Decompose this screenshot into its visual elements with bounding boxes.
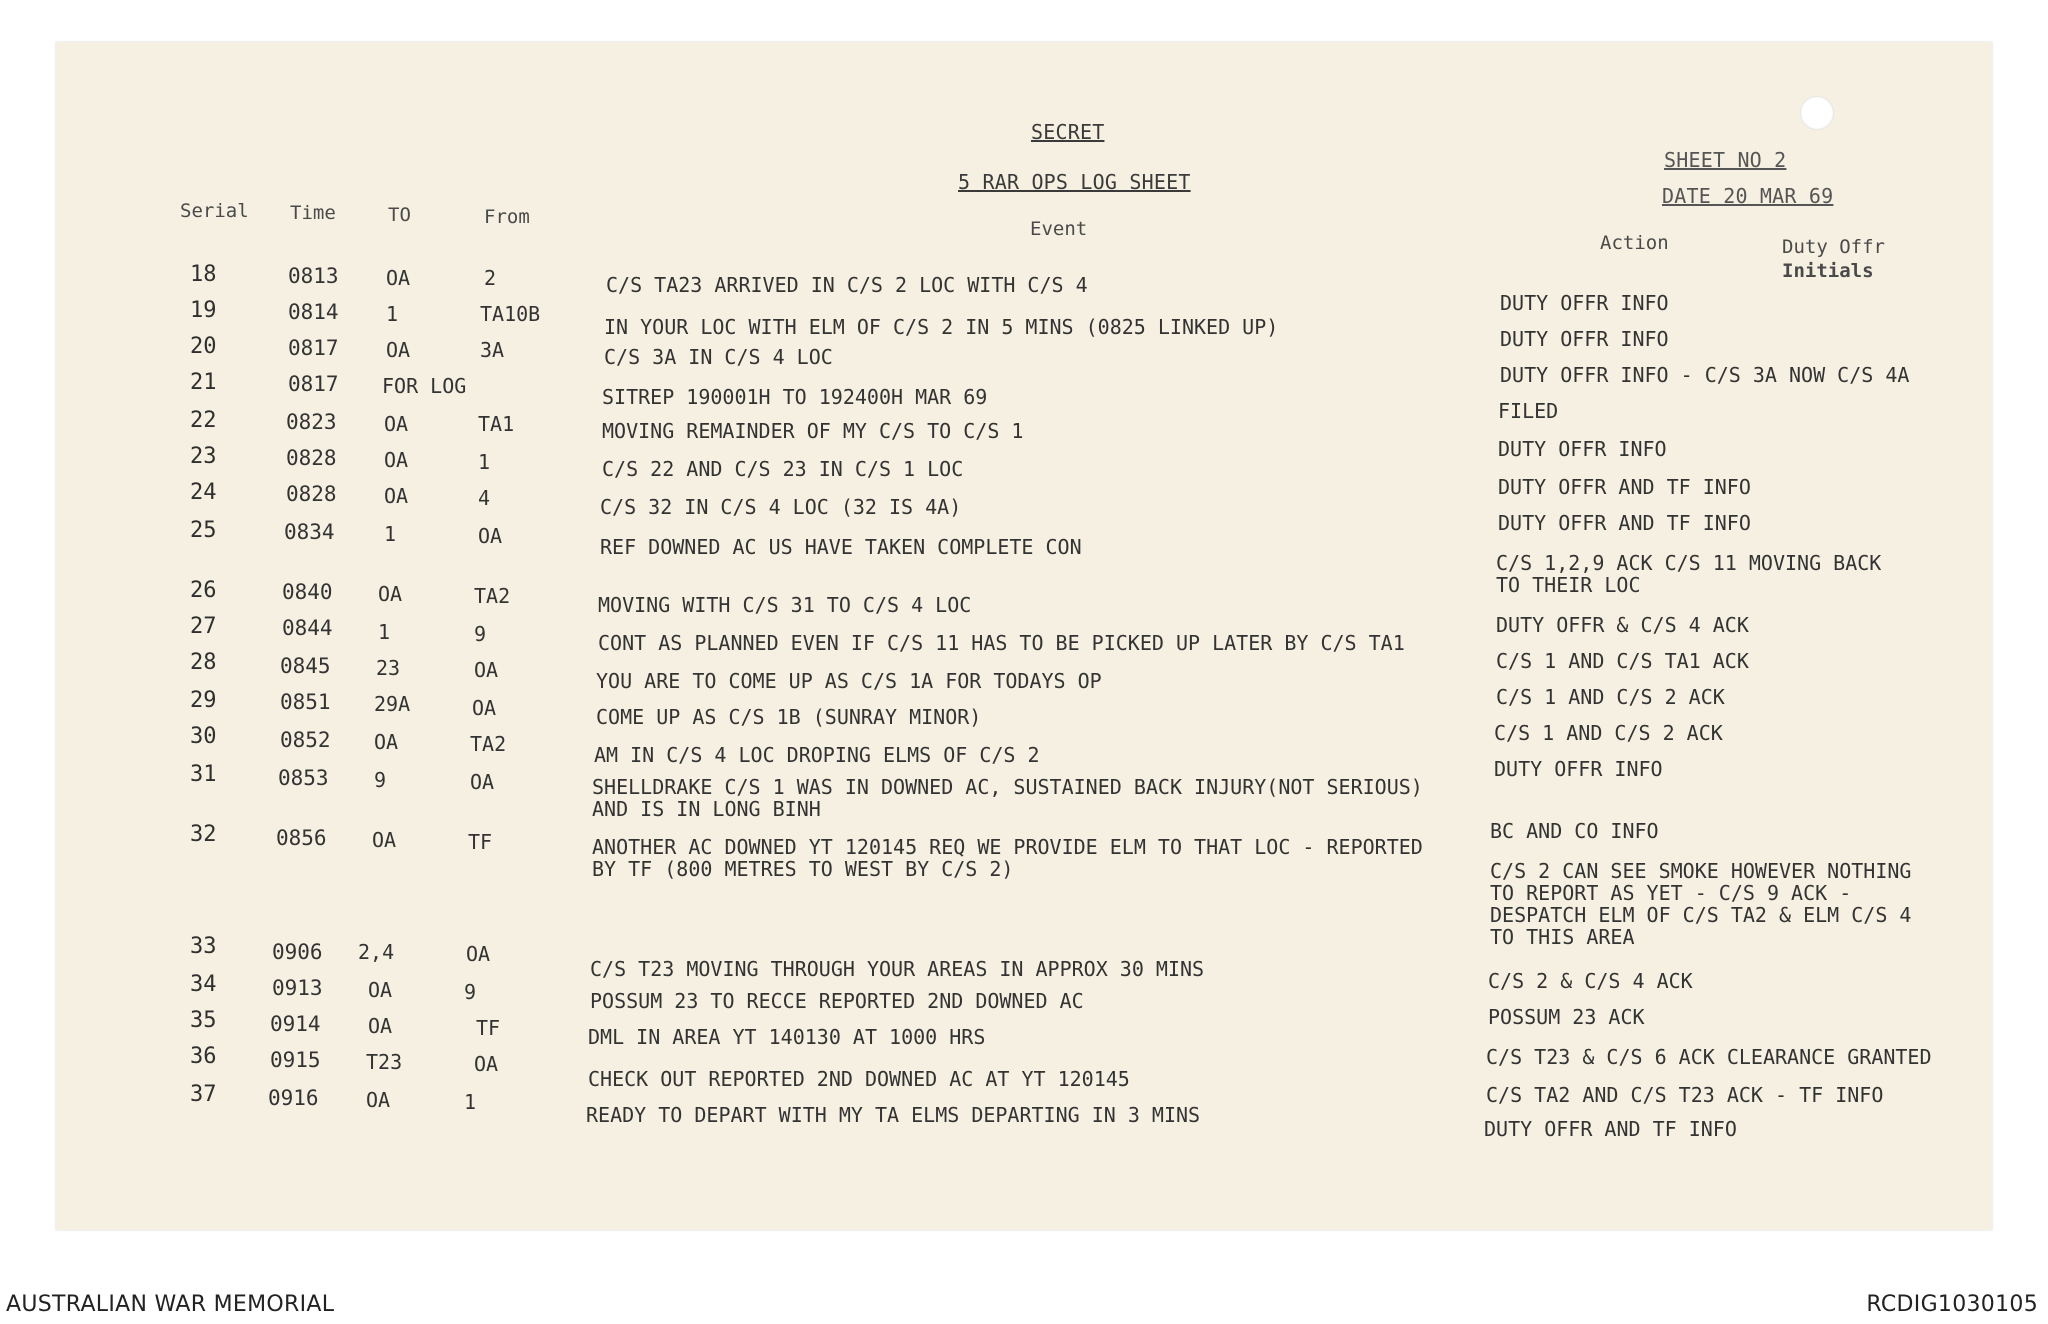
event-cell: AM IN C/S 4 LOC DROPING ELMS OF C/S 2	[594, 743, 1040, 767]
serial-cell: 23	[190, 444, 217, 469]
to-cell: OA	[384, 484, 409, 508]
from-cell: TA2	[470, 732, 507, 756]
column-header-initials: Initials	[1782, 260, 1874, 282]
to-cell: OA	[368, 978, 393, 1002]
serial-cell: 37	[190, 1082, 217, 1107]
punch-hole	[1800, 96, 1834, 130]
to-cell: OA	[372, 828, 397, 852]
to-cell: OA	[386, 338, 411, 362]
time-cell: 0844	[282, 616, 333, 640]
from-cell: 9	[474, 622, 487, 646]
serial-cell: 29	[190, 688, 217, 713]
to-cell: 29A	[374, 692, 411, 716]
event-cell: C/S 3A IN C/S 4 LOC	[604, 345, 833, 369]
footer-institution: AUSTRALIAN WAR MEMORIAL	[6, 1292, 335, 1317]
event-cell: SITREP 190001H TO 192400H MAR 69	[602, 385, 988, 409]
from-cell: OA	[478, 524, 503, 548]
action-cell: C/S 2 CAN SEE SMOKE HOWEVER NOTHING TO REPORT AS YET - C/S 9 ACK - DESPATCH ELM OF C/S TA2 & ELM C/S 4 TO THIS AREA	[1490, 859, 1912, 949]
from-cell: TA2	[474, 584, 511, 608]
to-cell: OA	[366, 1088, 391, 1112]
time-cell: 0823	[286, 410, 337, 434]
sheet-date: DATE 20 MAR 69	[1662, 184, 1834, 208]
serial-cell: 35	[190, 1008, 217, 1033]
action-cell: DUTY OFFR INFO	[1500, 327, 1669, 351]
serial-cell: 31	[190, 762, 217, 787]
time-cell: 0813	[288, 264, 339, 288]
from-cell: TA1	[478, 412, 515, 436]
serial-cell: 32	[190, 822, 217, 847]
event-cell: C/S T23 MOVING THROUGH YOUR AREAS IN APPROX 30 MINS	[590, 957, 1205, 981]
time-cell: 0915	[270, 1048, 321, 1072]
to-cell: OA	[368, 1014, 393, 1038]
action-cell: DUTY OFFR INFO	[1498, 437, 1667, 461]
time-cell: 0906	[272, 940, 323, 964]
event-cell: SHELLDRAKE C/S 1 WAS IN DOWNED AC, SUSTAINED BACK INJURY(NOT SERIOUS) AND IS IN LONG BINH	[592, 775, 1423, 821]
from-cell: 9	[464, 980, 477, 1004]
to-cell: OA	[384, 448, 409, 472]
action-cell: DUTY OFFR & C/S 4 ACK	[1496, 613, 1749, 637]
time-cell: 0916	[268, 1086, 319, 1110]
action-cell: C/S 1 AND C/S 2 ACK	[1496, 685, 1725, 709]
from-cell: 4	[478, 486, 491, 510]
to-cell: 23	[376, 656, 401, 680]
serial-cell: 33	[190, 934, 217, 959]
to-cell: OA	[374, 730, 399, 754]
time-cell: 0828	[286, 482, 337, 506]
serial-cell: 22	[190, 408, 217, 433]
serial-cell: 21	[190, 370, 217, 395]
serial-cell: 25	[190, 518, 217, 543]
from-cell: 1	[464, 1090, 477, 1114]
event-cell: DML IN AREA YT 140130 AT 1000 HRS	[588, 1025, 986, 1049]
from-cell: OA	[466, 942, 491, 966]
sheet-number: SHEET NO 2	[1664, 148, 1787, 172]
serial-cell: 18	[190, 262, 217, 287]
time-cell: 0853	[278, 766, 329, 790]
from-cell: OA	[472, 696, 497, 720]
to-cell: T23	[366, 1050, 403, 1074]
classification-marking: SECRET	[1031, 120, 1105, 144]
action-cell: C/S 1,2,9 ACK C/S 11 MOVING BACK TO THEIR LOC	[1496, 551, 1882, 597]
event-cell: CONT AS PLANNED EVEN IF C/S 11 HAS TO BE PICKED UP LATER BY C/S TA1	[598, 631, 1405, 655]
time-cell: 0834	[284, 520, 335, 544]
column-header-duty-offr: Duty Offr	[1782, 236, 1885, 258]
event-cell: REF DOWNED AC US HAVE TAKEN COMPLETE CON	[600, 535, 1082, 559]
to-cell: OA	[386, 266, 411, 290]
event-cell: CHECK OUT REPORTED 2ND DOWNED AC AT YT 120145	[588, 1067, 1130, 1091]
time-cell: 0851	[280, 690, 331, 714]
serial-cell: 30	[190, 724, 217, 749]
serial-cell: 28	[190, 650, 217, 675]
action-cell: DUTY OFFR INFO	[1500, 291, 1669, 315]
to-cell: OA	[384, 412, 409, 436]
time-cell: 0913	[272, 976, 323, 1000]
action-cell: DUTY OFFR AND TF INFO	[1498, 511, 1751, 535]
action-cell: C/S TA2 AND C/S T23 ACK - TF INFO	[1486, 1083, 1884, 1107]
from-cell: 1	[478, 450, 491, 474]
event-cell: C/S 22 AND C/S 23 IN C/S 1 LOC	[602, 457, 964, 481]
event-cell: READY TO DEPART WITH MY TA ELMS DEPARTING IN 3 MINS	[586, 1103, 1201, 1127]
from-cell: OA	[474, 1052, 499, 1076]
column-header-serial: Serial	[180, 200, 249, 222]
action-cell: DUTY OFFR AND TF INFO	[1484, 1117, 1737, 1141]
serial-cell: 34	[190, 972, 217, 997]
log-title: 5 RAR OPS LOG SHEET	[958, 170, 1191, 194]
action-cell: C/S 1 AND C/S 2 ACK	[1494, 721, 1723, 745]
serial-cell: 24	[190, 480, 217, 505]
event-cell: YOU ARE TO COME UP AS C/S 1A FOR TODAYS OP	[596, 669, 1102, 693]
to-cell: 9	[374, 768, 387, 792]
to-cell: 1	[386, 302, 399, 326]
action-cell: BC AND CO INFO	[1490, 819, 1659, 843]
column-header-time: Time	[290, 202, 336, 224]
serial-cell: 20	[190, 334, 217, 359]
serial-cell: 26	[190, 578, 217, 603]
event-cell: MOVING REMAINDER OF MY C/S TO C/S 1	[602, 419, 1024, 443]
event-cell: MOVING WITH C/S 31 TO C/S 4 LOC	[598, 593, 972, 617]
column-header-to: TO	[388, 204, 411, 226]
action-cell: DUTY OFFR AND TF INFO	[1498, 475, 1751, 499]
action-cell: FILED	[1498, 399, 1559, 423]
column-header-event: Event	[1030, 218, 1088, 240]
from-cell: 2	[484, 266, 497, 290]
column-header-action: Action	[1600, 232, 1669, 254]
from-cell: OA	[470, 770, 495, 794]
from-cell: 3A	[480, 338, 505, 362]
action-cell: C/S 2 & C/S 4 ACK	[1488, 969, 1693, 993]
to-cell: 2,4	[358, 940, 395, 964]
event-cell: COME UP AS C/S 1B (SUNRAY MINOR)	[596, 705, 982, 729]
column-header-from: From	[484, 206, 530, 228]
serial-cell: 27	[190, 614, 217, 639]
event-cell: C/S TA23 ARRIVED IN C/S 2 LOC WITH C/S 4	[606, 273, 1088, 297]
action-cell: DUTY OFFR INFO	[1494, 757, 1663, 781]
action-cell: POSSUM 23 ACK	[1488, 1005, 1645, 1029]
serial-cell: 19	[190, 298, 217, 323]
to-cell: 1	[384, 522, 397, 546]
time-cell: 0856	[276, 826, 327, 850]
event-cell: ANOTHER AC DOWNED YT 120145 REQ WE PROVIDE ELM TO THAT LOC - REPORTED BY TF (800 METRES TO WEST BY C/S 2)	[592, 835, 1423, 881]
time-cell: 0828	[286, 446, 337, 470]
action-cell: DUTY OFFR INFO - C/S 3A NOW C/S 4A	[1500, 363, 1910, 387]
time-cell: 0914	[270, 1012, 321, 1036]
event-cell: POSSUM 23 TO RECCE REPORTED 2ND DOWNED AC	[590, 989, 1084, 1013]
time-cell: 0817	[288, 372, 339, 396]
time-cell: 0852	[280, 728, 331, 752]
event-cell: C/S 32 IN C/S 4 LOC (32 IS 4A)	[600, 495, 962, 519]
time-cell: 0817	[288, 336, 339, 360]
from-cell: TA10B	[480, 302, 541, 326]
time-cell: 0845	[280, 654, 331, 678]
footer-record-id: RCDIG1030105	[1866, 1292, 2038, 1317]
serial-cell: 36	[190, 1044, 217, 1069]
action-cell: C/S T23 & C/S 6 ACK CLEARANCE GRANTED	[1486, 1045, 1932, 1069]
event-cell: IN YOUR LOC WITH ELM OF C/S 2 IN 5 MINS (0825 LINKED UP)	[604, 315, 1279, 339]
to-cell: OA	[378, 582, 403, 606]
time-cell: 0840	[282, 580, 333, 604]
from-cell: OA	[474, 658, 499, 682]
to-cell: FOR LOG	[382, 374, 467, 398]
from-cell: TF	[476, 1016, 501, 1040]
time-cell: 0814	[288, 300, 339, 324]
to-cell: 1	[378, 620, 391, 644]
action-cell: C/S 1 AND C/S TA1 ACK	[1496, 649, 1749, 673]
from-cell: TF	[468, 830, 493, 854]
